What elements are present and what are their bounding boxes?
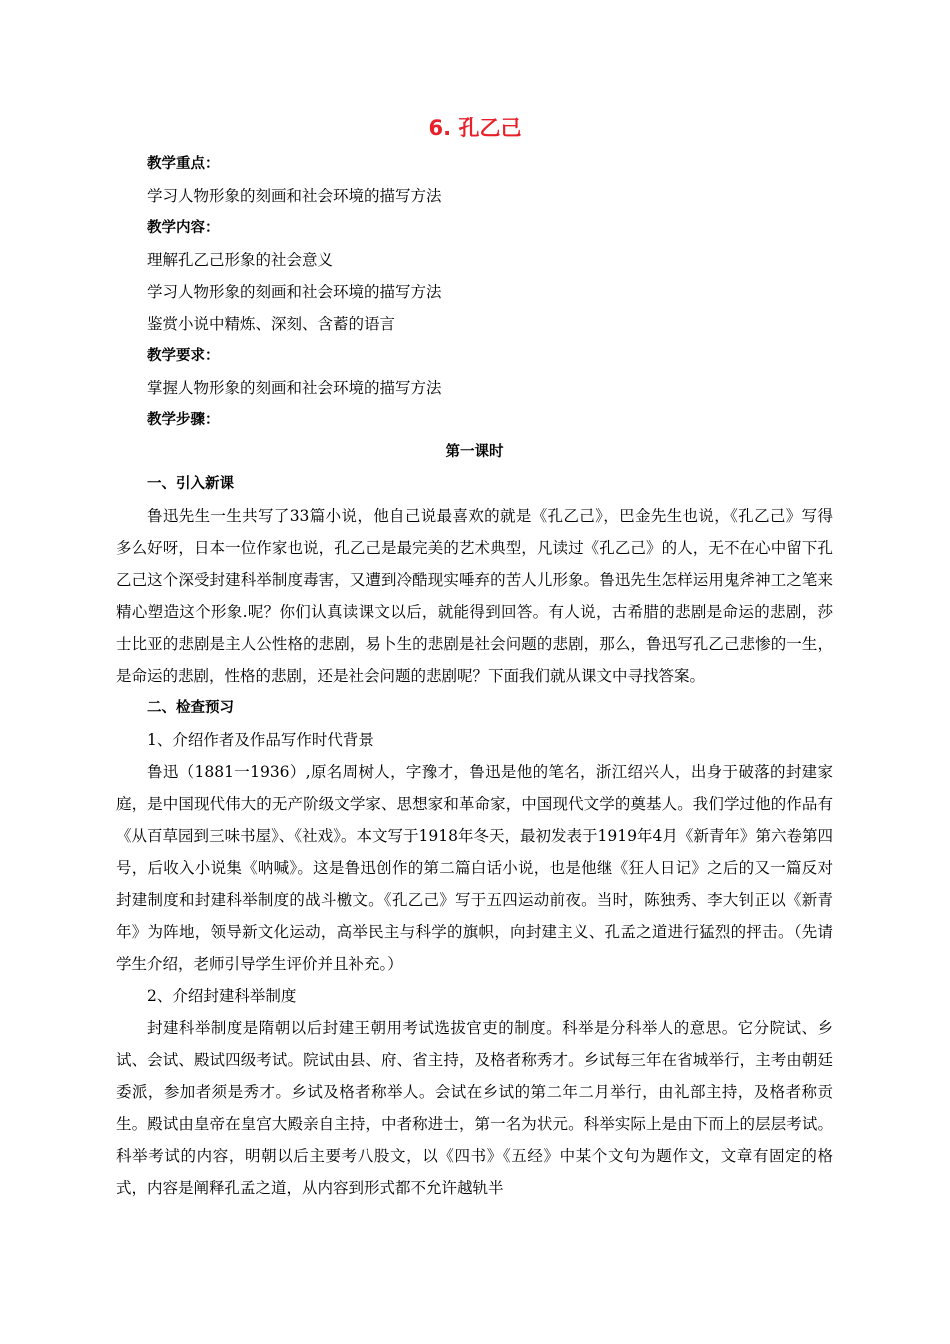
item1-heading: 1、介绍作者及作品写作时代背景 [147,731,374,749]
page-title: 6. 孔乙己 [428,116,522,140]
period-heading: 第一课时 [445,444,504,460]
content-item: 鉴赏小说中精炼、深刻、含蓄的语言 [147,315,396,333]
content-item: 学习人物形象的刻画和社会环境的描写方法 [147,283,442,301]
content-heading: 教学内容： [147,220,220,236]
part1-paragraph: 鲁迅先生一生共写了33篇小说，他自己说最喜欢的就是《孔乙己》，巴金先生也说，《孔乙己》写得多么好呀，日本一位作家也说，孔乙己是最完美的艺术典型，凡读过《孔乙己》的人，无不在心中留下孔乙己这个深受封建科举制度毒害，又遭到冷酷现实唾弃的苦人儿形象。鲁迅先生怎样运用鬼斧神工之笔来精心塑造这个形象.呢？你们认真读课文以后，就能得到回答。有人说，古希腊的悲剧是命运的悲剧，莎士比亚的悲剧是主人公性格的悲剧，易卜生的悲剧是社会问题的悲剧，那么，鲁迅写孔乙己悲惨的一生，是命运的悲剧，性格的悲剧，还是社会问题的悲剧呢？下面我们就从课文中寻找答案。 [116,507,833,685]
requirements-text: 掌握人物形象的刻画和社会环境的描写方法 [147,379,442,397]
key-points-text: 学习人物形象的刻画和社会环境的描写方法 [147,187,442,205]
document-body [116,148,833,1204]
part2-heading: 二、检查预习 [147,700,234,716]
item2-heading: 2、介绍封建科举制度 [147,987,297,1005]
content-item: 理解孔乙己形象的社会意义 [147,251,334,269]
item2-paragraph: 封建科举制度是隋朝以后封建王朝用考试选拔官吏的制度。科举是分科举人的意思。它分院试、乡试、会试、殿试四级考试。院试由县、府、省主持，及格者称秀才。乡试每三年在省城举行，主考由朝廷委派，参加者须是秀才。乡试及格者称举人。会试在乡试的第二年二月举行，由礼部主持，及格者称贡生。殿试由皇帝在皇宫大殿亲自主持，中者称进士，第一名为状元。科举实际上是由下而上的层层考试。科举考试的内容，明朝以后主要考八股文，以《四书》《五经》中某个文句为题作文，文章有固定的格式，内容是阐释孔孟之道，从内容到形式都不允许越轨半 [116,1019,833,1197]
part1-heading: 一、引入新课 [147,476,234,492]
item1-paragraph: 鲁迅（1881一1936）,原名周树人，字豫才，鲁迅是他的笔名，浙江绍兴人，出身于破落的封建家庭，是中国现代伟大的无产阶级文学家、思想家和革命家，中国现代文学的奠基人。我们学过他的作品有《从百草园到三味书屋》、《社戏》。本文写于1918年冬天，最初发表于1919年4月《新青年》第六卷第四号，后收入小说集《呐喊》。这是鲁迅创作的第二篇白话小说，也是他继《狂人日记》之后的又一篇反对封建制度和封建科举制度的战斗檄文。《孔乙己》写于五四运动前夜。当时，陈独秀、李大钊正以《新青年》为阵地，领导新文化运动，高举民主与科学的旗帜，向封建主义、孔孟之道进行猛烈的抨击。（先请学生介绍，老师引导学生评价并且补充。） [116,763,833,973]
requirements-heading: 教学要求： [147,348,220,364]
key-points-heading: 教学重点： [147,156,220,172]
steps-heading: 教学步骤： [147,412,220,428]
